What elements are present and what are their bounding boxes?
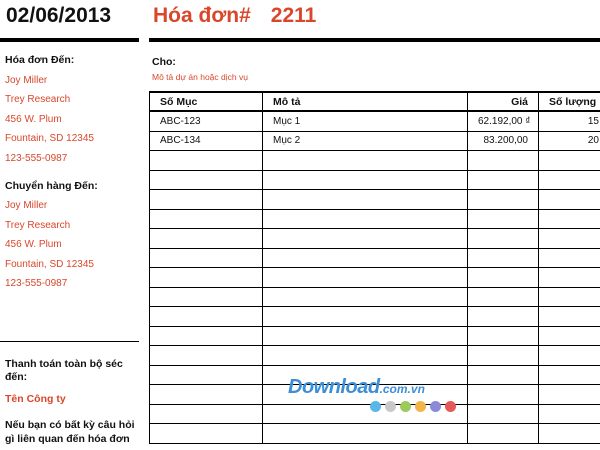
empty-cell: [263, 346, 468, 366]
cell-quantity: 20: [539, 131, 600, 151]
empty-cell: [468, 365, 539, 385]
empty-cell: [150, 170, 263, 190]
empty-cell: [263, 326, 468, 346]
empty-cell: [150, 385, 263, 405]
empty-cell: [468, 268, 539, 288]
empty-cell: [150, 404, 263, 424]
bill-to-company: Trey Research: [5, 94, 71, 105]
header-rule-right: [149, 38, 600, 42]
empty-cell: [263, 170, 468, 190]
cell-item-number: ABC-123: [150, 111, 263, 131]
table-row: [150, 131, 600, 151]
empty-cell: [539, 151, 600, 171]
address-column: [5, 54, 139, 290]
col-quantity: Số lượng: [539, 92, 600, 111]
ship-to-title: Chuyển hàng Đến:: [5, 179, 98, 192]
table-header-row: [150, 92, 600, 111]
empty-cell: [150, 307, 263, 327]
watermark-dots: [370, 401, 456, 412]
empty-cell: [539, 326, 600, 346]
empty-cell: [150, 229, 263, 249]
empty-cell: [263, 209, 468, 229]
bill-to-name: Joy Miller: [5, 74, 48, 86]
empty-cell: [539, 424, 600, 444]
download-watermark: [288, 376, 456, 412]
empty-cell: [539, 190, 600, 210]
empty-cell: [468, 209, 539, 229]
bill-to-title: Hóa đơn Đến:: [5, 54, 75, 66]
empty-cell: [539, 385, 600, 405]
watermark-dot: [400, 401, 411, 412]
invoice-number: 2211: [270, 4, 317, 27]
header-rule-left: [0, 38, 139, 42]
empty-table-row: [150, 287, 600, 307]
empty-cell: [539, 365, 600, 385]
table-row: [150, 111, 600, 131]
cell-description: Mục 1: [263, 111, 468, 131]
empty-cell: [539, 404, 600, 424]
empty-table-row: [150, 268, 600, 288]
empty-cell: [263, 307, 468, 327]
empty-cell: [539, 170, 600, 190]
empty-cell: [263, 268, 468, 288]
empty-table-row: [150, 190, 600, 210]
payment-title: Thanh toán toàn bộ séc đến:: [5, 358, 123, 383]
empty-cell: [263, 287, 468, 307]
empty-cell: [468, 229, 539, 249]
empty-cell: [150, 248, 263, 268]
empty-cell: [150, 190, 263, 210]
ship-to-city: Fountain, SD 12345: [5, 258, 94, 270]
bill-to-phone: 123-555-0987: [5, 152, 68, 164]
empty-cell: [539, 287, 600, 307]
empty-cell: [539, 346, 600, 366]
empty-cell: [539, 307, 600, 327]
question-text: Nếu bạn có bất kỳ câu hỏi gì liên quan đến hóa đơn: [5, 419, 135, 445]
empty-cell: [539, 268, 600, 288]
empty-cell: [468, 248, 539, 268]
cell-quantity: 15: [539, 111, 600, 131]
empty-cell: [468, 151, 539, 171]
empty-cell: [263, 190, 468, 210]
empty-cell: [150, 424, 263, 444]
project-description: Mô tả dự án hoặc dịch vụ: [152, 72, 248, 82]
invoice-date: 02/06/2013: [6, 4, 112, 27]
payment-section: [5, 358, 139, 405]
empty-cell: [150, 209, 263, 229]
payment-rule: [0, 341, 139, 342]
empty-cell: [263, 151, 468, 171]
watermark-dot: [370, 401, 381, 412]
empty-cell: [468, 307, 539, 327]
ship-to-name: Joy Miller: [5, 200, 48, 211]
cell-description: Mục 2: [263, 131, 468, 151]
watermark-text: Download: [288, 376, 380, 398]
empty-cell: [468, 346, 539, 366]
ship-to-street: 456 W. Plum: [5, 239, 62, 250]
bill-to-city: Fountain, SD 12345: [5, 133, 94, 144]
empty-table-row: [150, 151, 600, 171]
col-description: Mô tả: [263, 92, 468, 111]
empty-cell: [539, 229, 600, 249]
empty-cell: [468, 404, 539, 424]
empty-cell: [263, 248, 468, 268]
col-item-number: Số Mục: [150, 92, 263, 111]
col-price: Giá: [468, 92, 539, 111]
empty-table-row: [150, 326, 600, 346]
empty-table-row: [150, 209, 600, 229]
ship-to-company: Trey Research: [5, 219, 71, 231]
bill-to-street: 456 W. Plum: [5, 113, 62, 125]
empty-cell: [263, 424, 468, 444]
watermark-dot: [445, 401, 456, 412]
ship-to-phone: 123-555-0987: [5, 278, 68, 289]
empty-cell: [150, 365, 263, 385]
empty-cell: [150, 268, 263, 288]
watermark-dot: [430, 401, 441, 412]
cell-item-number: ABC-134: [150, 131, 263, 151]
empty-table-row: [150, 307, 600, 327]
empty-table-row: [150, 229, 600, 249]
watermark-dot: [415, 401, 426, 412]
empty-cell: [539, 209, 600, 229]
for-label: Cho:: [152, 56, 176, 68]
watermark-dot: [385, 401, 396, 412]
empty-cell: [263, 229, 468, 249]
payment-company: Tên Công ty: [5, 393, 66, 405]
empty-cell: [468, 170, 539, 190]
empty-cell: [468, 385, 539, 405]
empty-cell: [150, 287, 263, 307]
empty-table-row: [150, 248, 600, 268]
empty-cell: [150, 151, 263, 171]
empty-table-row: [150, 346, 600, 366]
empty-cell: [539, 248, 600, 268]
cell-price: 62.192,00 ₫: [468, 111, 539, 131]
watermark-domain: .com.vn: [379, 382, 425, 396]
empty-cell: [468, 287, 539, 307]
invoice-title: [153, 4, 316, 28]
invoice-label: Hóa đơn#: [153, 4, 251, 27]
empty-table-row: [150, 424, 600, 444]
empty-table-row: [150, 170, 600, 190]
empty-cell: [150, 346, 263, 366]
empty-cell: [150, 326, 263, 346]
empty-cell: [468, 190, 539, 210]
empty-cell: [468, 326, 539, 346]
empty-cell: [468, 424, 539, 444]
cell-price: 83.200,00: [468, 131, 539, 151]
